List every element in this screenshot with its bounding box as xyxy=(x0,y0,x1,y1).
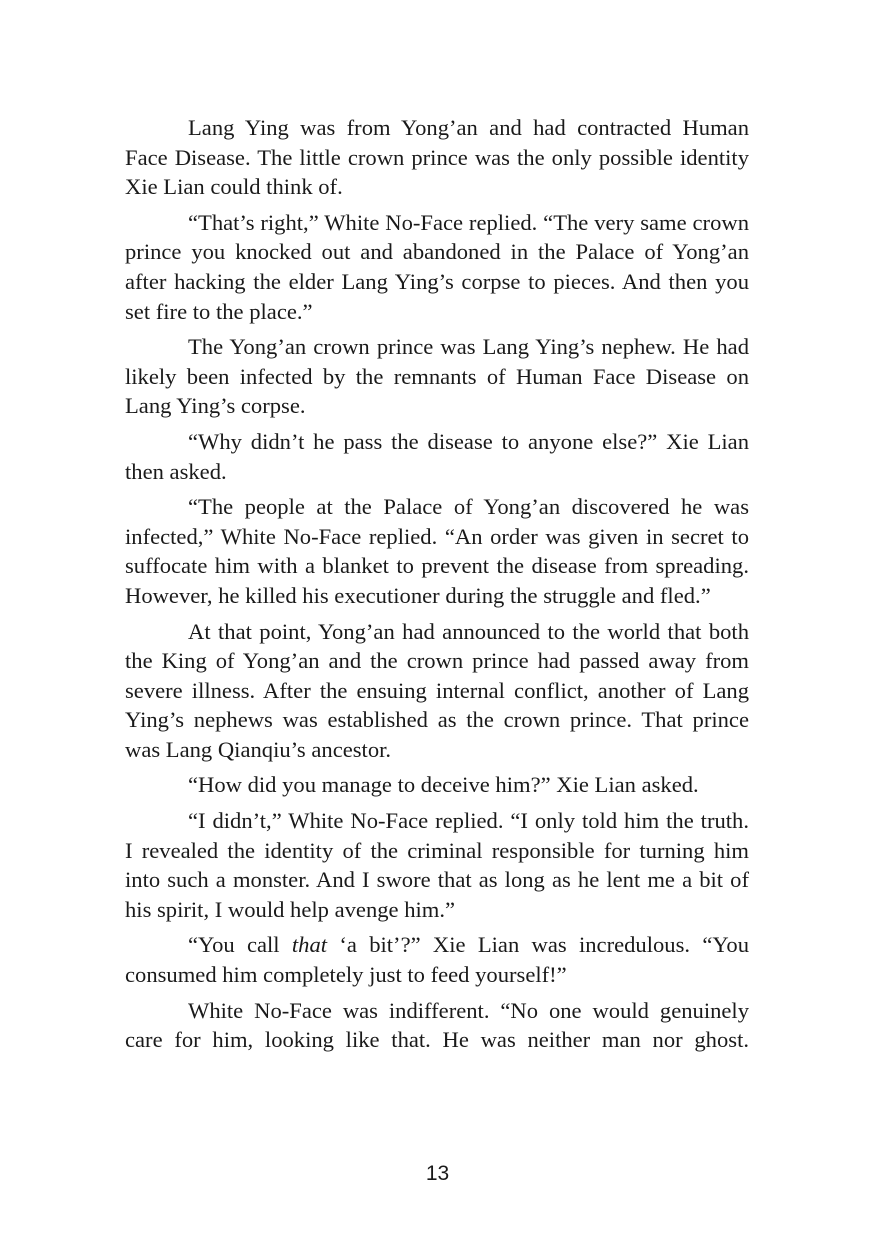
paragraph-text-after: ‘a bit’?” Xie Lian was incredulous. “You consumed him completely just to feed yourself!” xyxy=(125,932,750,988)
paragraph: White No-Face was indifferent. “No one would genuinely care for him, looking like that. He was neither man nor ghost. xyxy=(125,997,749,1053)
paragraph: “That’s right,” White No-Face replied. “The very same crown prince you knocked out and abandoned in the Palace of Yong’an after hacking the elder Lang Ying’s corpse to pieces. And then you set fire to the place.” xyxy=(125,209,749,324)
paragraph: At that point, Yong’an had announced to the world that both the King of Yong’an and the crown prince had passed away from severe illness. After the ensuing internal conflict, another of Lang Ying’s nephews was established as the crown prince. That prince was Lang Qianqiu’s ancestor. xyxy=(125,618,749,762)
page-body xyxy=(125,113,749,1061)
paragraph: “The people at the Palace of Yong’an discovered he was infected,” White No-Face replied. “An order was given in secret to suffocate him with a blanket to prevent the disease from spreading. However, he killed his executioner during the struggle and fled.” xyxy=(125,494,749,608)
paragraph: “How did you manage to deceive him?” Xie Lian asked. xyxy=(188,772,699,798)
paragraph-text-before: “You call xyxy=(188,932,292,958)
paragraph: “I didn’t,” White No-Face replied. “I only told him the truth. I revealed the identity of the criminal responsible for turning him into such a monster. And I swore that as long as he lent me a bit of his spirit, I would help avenge him.” xyxy=(125,808,749,922)
page-number: 13 xyxy=(425,1162,450,1185)
paragraph-with-emphasis xyxy=(125,930,749,989)
paragraph: Lang Ying was from Yong’an and had contracted Human Face Disease. The little crown prince was the only possible identity Xie Lian could think of. xyxy=(125,115,749,200)
emphasized-word: that xyxy=(291,932,328,958)
paragraph: The Yong’an crown prince was Lang Ying’s nephew. He had likely been infected by the remnants of Human Face Disease on Lang Ying’s corpse. xyxy=(125,334,749,419)
paragraph: “Why didn’t he pass the disease to anyone else?” Xie Lian then asked. xyxy=(125,428,749,484)
